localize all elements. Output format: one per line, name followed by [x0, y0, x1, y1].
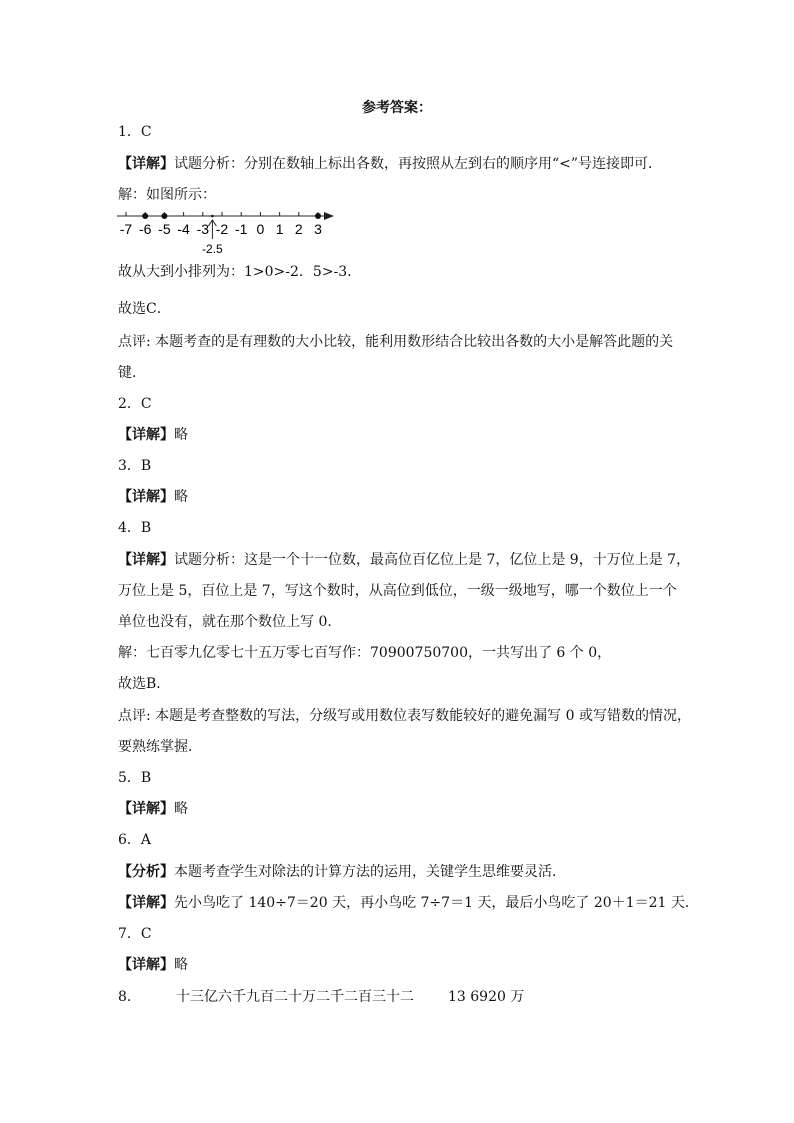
q5-detail-text: 略	[174, 801, 188, 817]
q8-answer-words: 十三亿六千九百二十万二千二百三十二	[176, 989, 414, 1005]
q2-detail-text: 略	[174, 427, 188, 443]
q4-comment-line2: 要熟练掌握．	[118, 739, 202, 755]
q1-comment-line1: 点评: 本题考查的是有理数的大小比较，能利用数形结合比较出各数的大小是解答此题的关	[118, 334, 674, 350]
q6-number: 6．A	[118, 832, 152, 848]
axis-tick-label: 2	[294, 221, 303, 237]
q1-comment-line2: 键．	[118, 365, 146, 381]
axis-tick-label: -3	[196, 221, 210, 237]
axis-tick-label: 0	[256, 221, 265, 237]
q5-detail	[118, 799, 188, 819]
q4-number: 4．B	[118, 520, 152, 536]
detail-tag: 【详解】	[118, 489, 174, 505]
page-title: 参考答案：	[362, 100, 432, 116]
detail-tag: 【详解】	[118, 801, 174, 817]
q4-detail-text1: 试题分析：这是一个十一位数，最高位百亿位上是 7，亿位上是 9，十万位上是 7，	[174, 552, 691, 568]
q8-number: 8．	[118, 989, 141, 1005]
q4-comment-line1: 点评: 本题是考查整数的写法，分级写或用数位表写数能较好的避免漏写 0 或写错数的情况，	[118, 708, 691, 724]
q3-detail	[118, 487, 188, 507]
q1-detail	[118, 154, 662, 174]
q3-detail-text: 略	[174, 489, 188, 505]
q3-number: 3．B	[118, 458, 152, 474]
q1-number: 1．C	[118, 124, 152, 140]
q1-detail-text: 试题分析：分别在数轴上标出各数，再按照从左到右的顺序用“<”号连接即可．	[174, 156, 663, 172]
axis-tick-label: -5	[158, 221, 171, 237]
detail-tag: 【详解】	[118, 895, 174, 911]
q6-analysis-text: 本题考查学生对除法的计算方法的运用，关键学生思维要灵活．	[174, 864, 566, 880]
axis-tick-label: -2	[215, 221, 229, 237]
axis-tick-label: -4	[177, 221, 190, 237]
axis-tick-label: -1	[234, 221, 248, 237]
analysis-tag: 【分析】	[118, 864, 174, 880]
axis-tick-label: -6	[138, 221, 152, 237]
q6-analysis	[118, 862, 566, 882]
pointer-label: -2.5	[202, 242, 223, 255]
q2-detail	[118, 425, 188, 445]
marked-point	[161, 213, 167, 219]
axis-tick-label: 3	[314, 221, 322, 237]
number-line	[112, 205, 342, 255]
q4-solution: 解：七百零九亿零七十五万零七百写作：70900750700，一共写出了 6 个 0，	[118, 645, 612, 661]
detail-tag: 【详解】	[118, 957, 174, 973]
number-line-arrowhead	[324, 212, 334, 220]
marked-point	[315, 213, 321, 219]
detail-tag: 【详解】	[118, 156, 174, 172]
detail-tag: 【详解】	[118, 427, 174, 443]
q4-choose: 故选B．	[118, 676, 171, 692]
q7-number: 7．C	[118, 926, 152, 942]
q5-number: 5．B	[118, 770, 152, 786]
q8-row	[118, 987, 524, 1007]
q4-detail-line2: 万位上是 5，百位上是 7，写这个数时，从高位到低位，一级一级地写，哪一个数位上一个	[118, 583, 677, 599]
q6-detail	[118, 893, 699, 913]
marked-point	[211, 215, 214, 218]
q7-detail-text: 略	[174, 957, 188, 973]
q6-detail-text: 先小鸟吃了 140÷7＝20 天，再小鸟吃 7÷7＝1 天，最后小鸟吃了 20＋1＝21 天．	[174, 895, 699, 911]
q8-answer-number: 13 6920 万	[448, 989, 525, 1005]
q1-order: 故从大到小排列为：1>0>-2．5>-3．	[118, 264, 362, 280]
q2-number: 2．C	[118, 396, 152, 412]
q4-detail-line1	[118, 550, 690, 570]
q7-detail	[118, 955, 188, 975]
axis-tick-label: -7	[119, 221, 133, 237]
q1-solution: 解：如图所示：	[118, 187, 216, 203]
q4-detail-line3: 单位也没有，就在那个数位上写 0．	[118, 614, 342, 630]
marked-point	[142, 213, 148, 219]
detail-tag: 【详解】	[118, 552, 174, 568]
q1-choose: 故选C．	[118, 301, 171, 317]
axis-tick-label: 1	[275, 221, 284, 237]
